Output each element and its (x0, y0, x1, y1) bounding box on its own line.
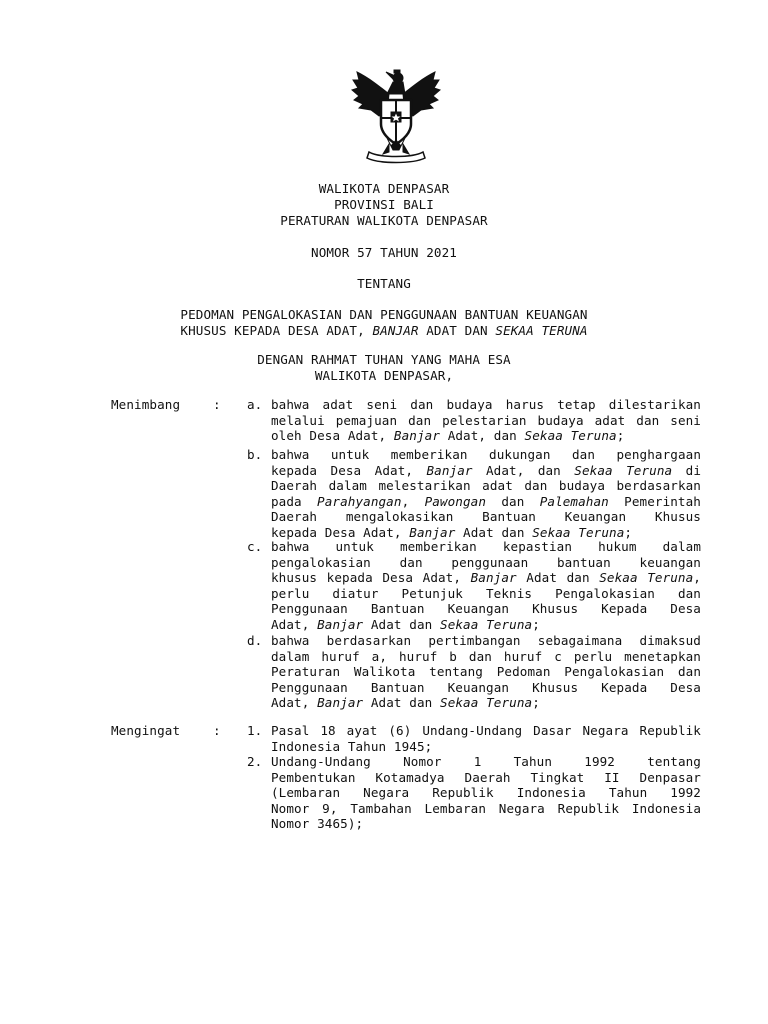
item-line: bahwa adat seni dan budaya harus tetap dilestarikan (271, 397, 701, 412)
text-run: di (672, 462, 701, 478)
item-line: dalam huruf a, huruf b dan huruf c perlu menetapkan (271, 648, 701, 664)
item-line: Daerah mengalokasikan Bantuan Keuangan Khusus (271, 509, 701, 525)
mengingat-colon: : (213, 723, 221, 738)
text-run: Adat, (271, 616, 318, 632)
item-line: bahwa berdasarkan pertimbangan sebagaimana dimaksud (271, 633, 701, 648)
text-run: , (401, 493, 425, 509)
subject-line-2 (0, 323, 768, 339)
text-run: Adat dan (516, 570, 600, 586)
text-run: pada (271, 493, 318, 509)
item-body (271, 754, 701, 832)
item-line: Pasal 18 ayat (6) Undang-Undang Dasar Negara Republik (271, 723, 701, 738)
regulation-number (0, 245, 768, 261)
item-line: pengalokasian dan penggunaan bantuan keuangan (271, 554, 701, 570)
menimbang-label-text: Menimbang (111, 397, 181, 412)
text-run: ; (532, 695, 540, 711)
preamble-line-2: WALIKOTA DENPASAR, (314, 368, 454, 383)
text-run: Adat dan (455, 524, 533, 540)
item-marker: a. (247, 397, 263, 412)
item-line (271, 617, 701, 633)
regulation-subject (0, 307, 768, 339)
mengingat-label (111, 723, 241, 738)
subject-text: KHUSUS KEPADA DESA ADAT, (180, 323, 373, 338)
item-line: Penggunaan Bantuan Keuangan Khusus Kepada Desa (271, 679, 701, 695)
italic-text-run: Palemahan (539, 493, 609, 509)
text-run: Adat, dan (472, 462, 575, 478)
tentang-text: TENTANG (357, 276, 411, 291)
item-body (271, 397, 701, 444)
italic-text-run: Sekaa Teruna (440, 616, 533, 632)
item-line: Nomor 3465); (271, 816, 364, 832)
regulation-number-text: NOMOR 57 TAHUN 2021 (311, 245, 457, 260)
italic-text-run: Parahyangan (317, 493, 402, 509)
menimbang-colon: : (213, 397, 221, 412)
item-line: Nomor 9, Tambahan Lembaran Negara Republik Indonesia (271, 800, 701, 816)
italic-text-run: Sekaa Teruna (440, 695, 533, 711)
italic-text-run: Sekaa Teruna (532, 524, 625, 540)
item-marker: c. (247, 539, 263, 554)
item-line (271, 494, 701, 510)
italic-text-run: Banjar (317, 695, 364, 711)
text-run: khusus kepada Desa Adat, (271, 570, 471, 586)
item-body (271, 539, 701, 633)
tentang-heading (0, 276, 768, 292)
item-marker: 1. (247, 723, 263, 738)
italic-text-run: Sekaa Teruna (574, 462, 673, 478)
item-line (271, 428, 701, 444)
item-line: Undang-Undang Nomor 1 Tahun 1992 tentang (271, 754, 701, 769)
item-line (271, 463, 701, 479)
subject-italic-text: SEKAA TERUNA (495, 323, 588, 338)
preamble-heading (0, 352, 768, 384)
document-heading (0, 181, 768, 229)
item-body (271, 447, 701, 541)
item-body (271, 633, 701, 711)
text-run: Adat, (271, 695, 318, 711)
preamble-line-1: DENGAN RAHMAT TUHAN YANG MAHA ESA (257, 352, 511, 367)
item-line: Pembentukan Kotamadya Daerah Tingkat II Denpasar (271, 769, 701, 785)
mengingat-label-text: Mengingat (111, 723, 181, 738)
item-line: Indonesia Tahun 1945; (271, 738, 433, 754)
text-run: , (693, 570, 701, 586)
italic-text-run: Sekaa Teruna (524, 428, 617, 444)
text-run: kepada Desa Adat, (271, 462, 427, 478)
heading-line-1: WALIKOTA DENPASAR (318, 181, 450, 196)
item-line: perlu diatur Petunjuk Teknis Pengalokasian dan (271, 585, 701, 601)
item-marker: d. (247, 633, 263, 648)
italic-text-run: Banjar (317, 616, 364, 632)
text-run: oleh Desa Adat, (271, 428, 394, 444)
text-run: ; (624, 524, 633, 540)
text-run: kepada Desa Adat, (271, 524, 410, 540)
italic-text-run: Sekaa Teruna (599, 570, 694, 586)
text-run: ; (616, 428, 625, 444)
item-line: bahwa untuk memberikan dukungan dan penghargaan (271, 447, 701, 462)
text-run: dan (486, 493, 540, 509)
subject-italic-text: BANJAR (372, 323, 419, 338)
item-marker: b. (247, 447, 263, 462)
heading-line-3: PERATURAN WALIKOTA DENPASAR (280, 213, 488, 228)
item-line (271, 570, 701, 586)
italic-text-run: Banjar (470, 570, 517, 586)
text-run: Pemerintah (608, 493, 701, 509)
subject-text: ADAT DAN (418, 323, 496, 338)
subject-line-1: PEDOMAN PENGALOKASIAN DAN PENGGUNAAN BANTUAN KEUANGAN (180, 307, 588, 322)
heading-line-2: PROVINSI BALI (334, 197, 434, 212)
item-line: bahwa untuk memberikan kepastian hukum dalam (271, 539, 701, 554)
text-run: Adat dan (363, 695, 441, 711)
item-line: Daerah dalam melestarikan adat dan budaya berdasarkan (271, 478, 701, 494)
menimbang-label (111, 397, 241, 412)
item-line: Penggunaan Bantuan Keuangan Khusus Kepada Desa (271, 601, 701, 617)
italic-text-run: Banjar (393, 428, 441, 444)
italic-text-run: Banjar (409, 524, 456, 540)
item-line: melalui pemajuan dan pelestarian budaya adat dan seni (271, 412, 701, 428)
item-line (271, 695, 701, 711)
text-run: Adat, dan (440, 428, 525, 444)
italic-text-run: Banjar (426, 462, 473, 478)
item-body (271, 723, 701, 754)
text-run: ; (532, 616, 540, 632)
garuda-emblem-icon (349, 66, 443, 164)
text-run: Adat dan (363, 616, 441, 632)
item-line: (Lembaran Negara Republik Indonesia Tahun 1992 (271, 785, 701, 801)
item-line: Peraturan Walikota tentang Pedoman Pengalokasian dan (271, 664, 701, 680)
item-marker: 2. (247, 754, 263, 769)
italic-text-run: Pawongan (424, 493, 487, 509)
